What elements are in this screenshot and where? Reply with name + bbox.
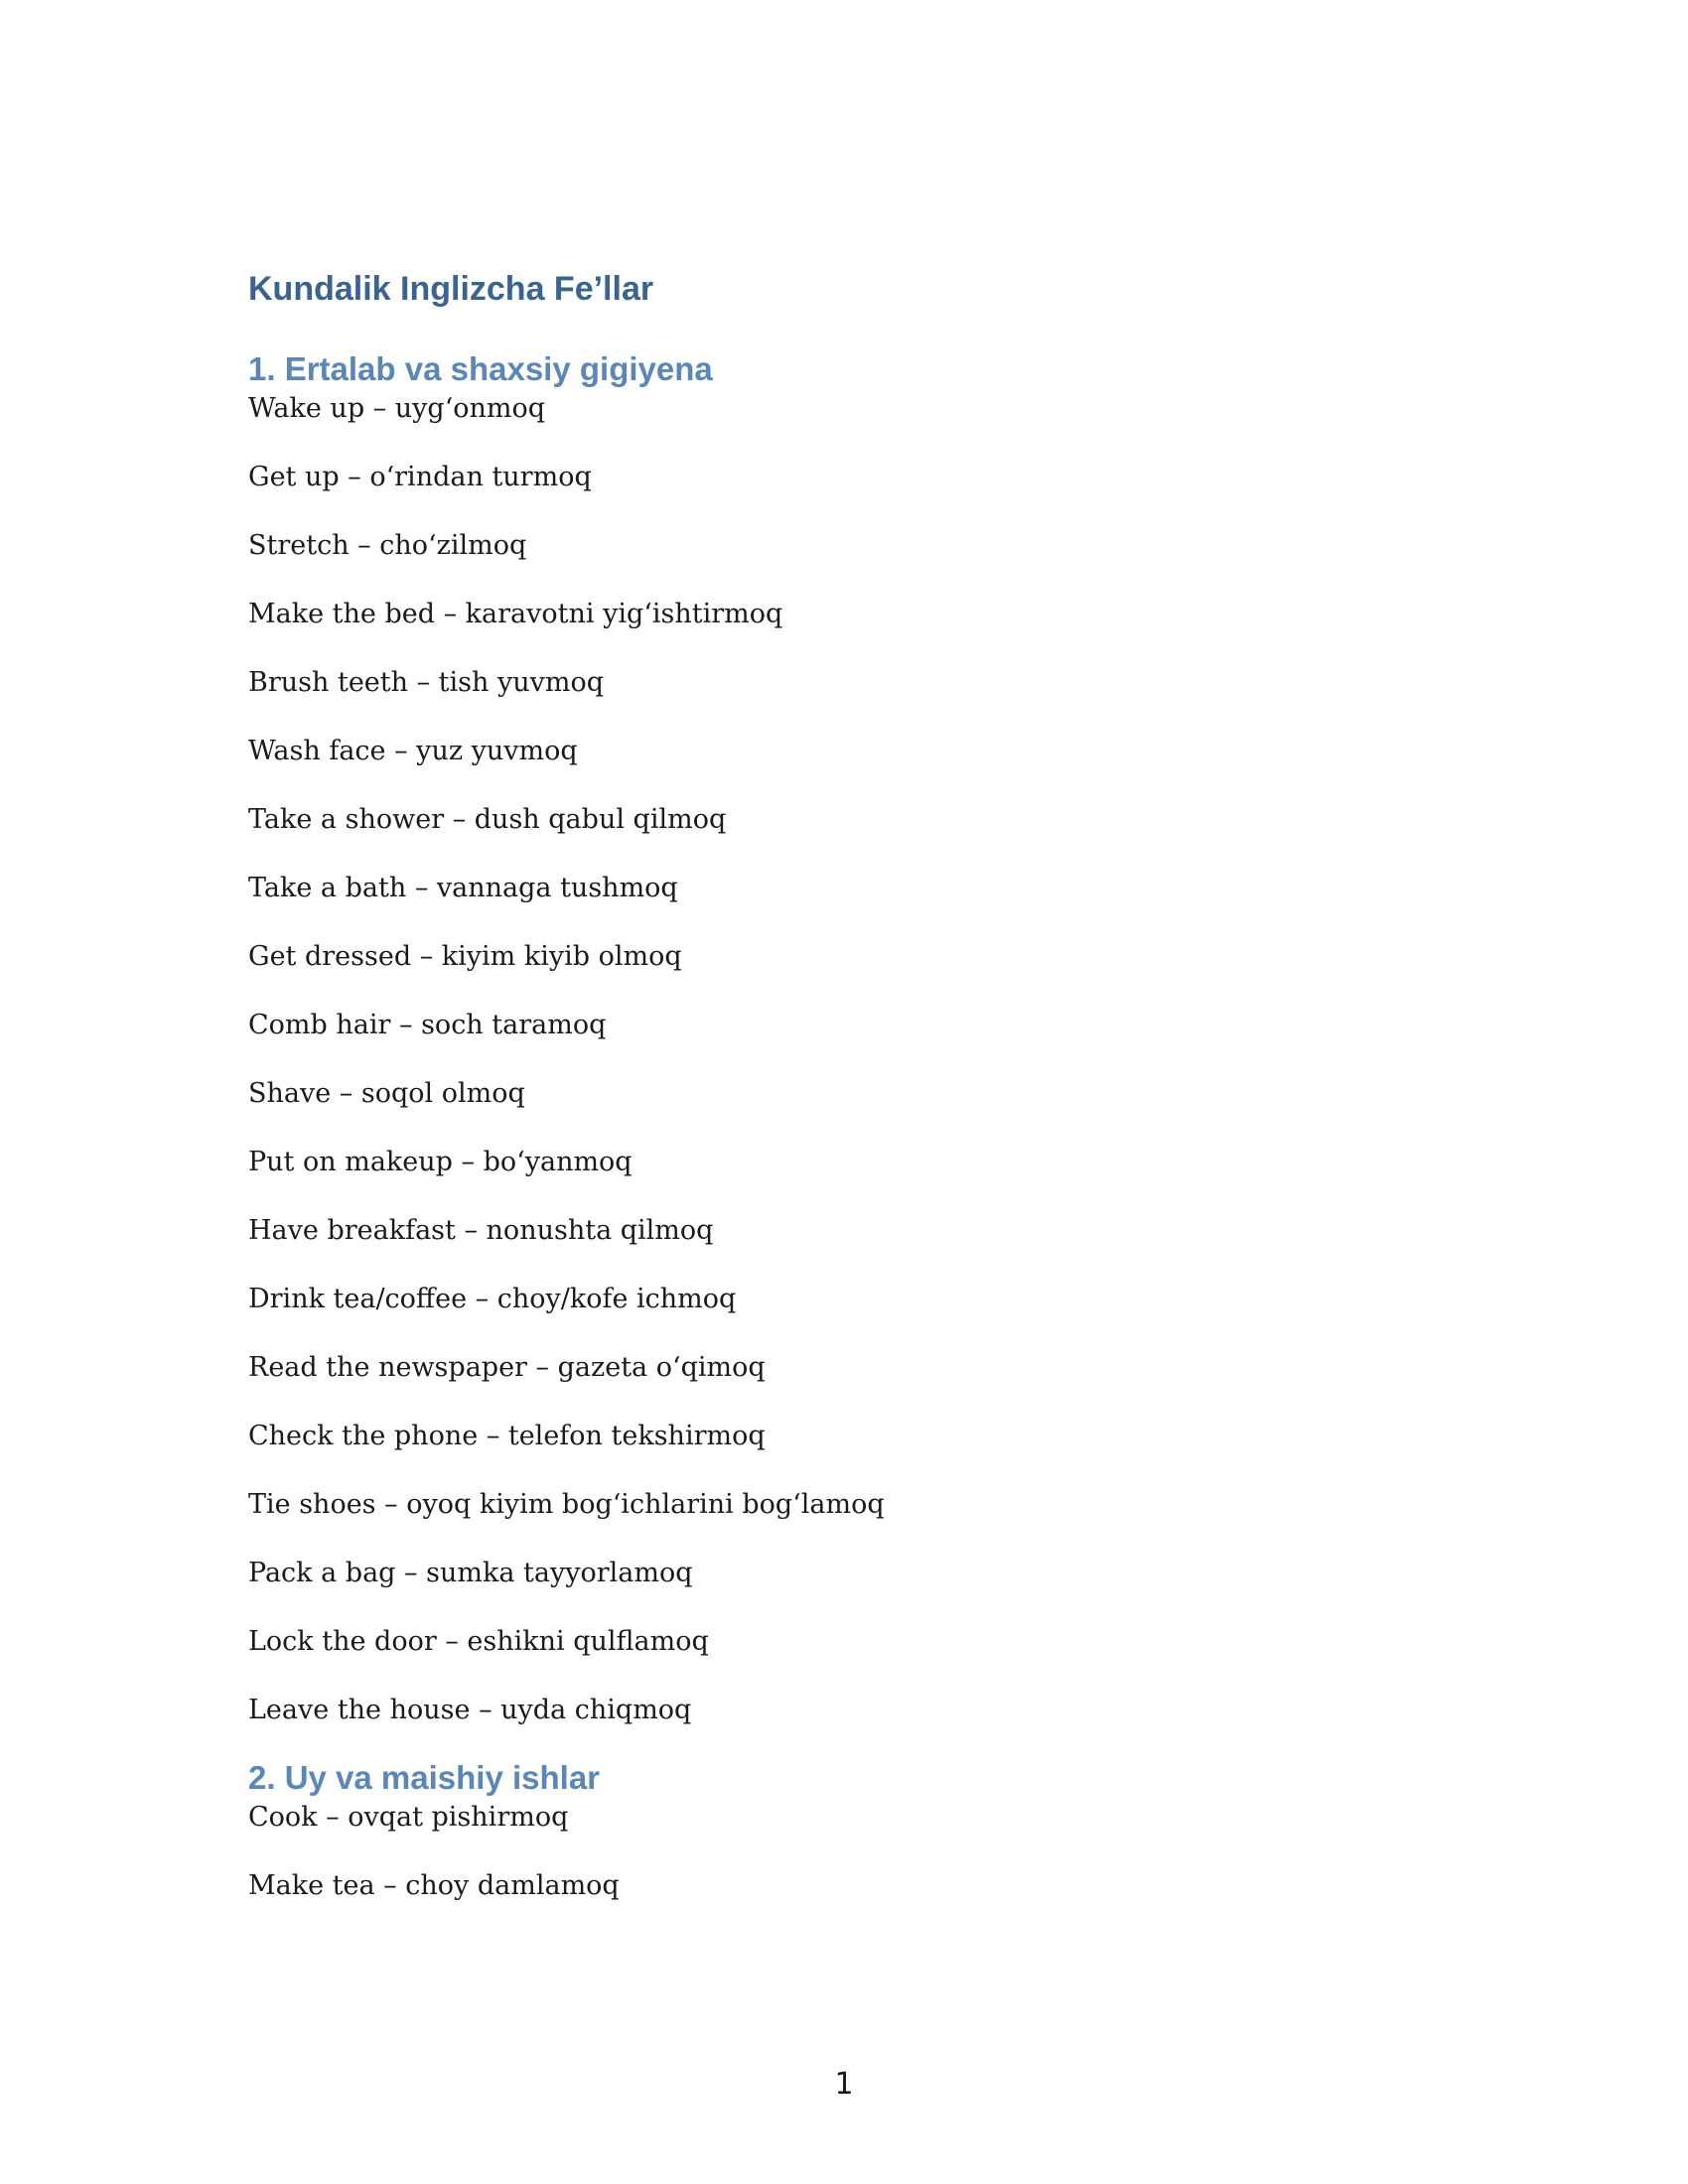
list-item: Tie shoes – oyoq kiyim bog‘ichlarini bog‘lamoq — [248, 1489, 885, 1520]
list-item: Cook – ovqat pishirmoq — [248, 1802, 569, 1833]
list-item: Have breakfast – nonushta qilmoq — [248, 1215, 714, 1246]
list-item: Wake up – uyg‘onmoq — [248, 393, 546, 424]
list-item: Get up – o‘rindan turmoq — [248, 462, 592, 492]
list-item: Brush teeth – tish yuvmoq — [248, 667, 605, 698]
list-item: Get dressed – kiyim kiyib olmoq — [248, 941, 682, 972]
list-item: Drink tea/coffee – choy/kofe ichmoq — [248, 1284, 737, 1314]
list-item: Read the newspaper – gazeta o‘qimoq — [248, 1352, 766, 1383]
section-heading: 1. Ertalab va shaxsiy gigiyena — [248, 350, 713, 387]
list-item: Pack a bag – sumka tayyorlamoq — [248, 1558, 693, 1588]
list-item: Wash face – yuz yuvmoq — [248, 736, 578, 766]
document-title: Kundalik Inglizcha Fe’llar — [248, 270, 654, 308]
list-item: Take a shower – dush qabul qilmoq — [248, 804, 727, 835]
list-item: Lock the door – eshikni qulflamoq — [248, 1626, 709, 1657]
list-item: Make tea – choy damlamoq — [248, 1870, 620, 1901]
section-heading: 2. Uy va maishiy ishlar — [248, 1759, 601, 1796]
list-item: Stretch – cho‘zilmoq — [248, 530, 527, 561]
entry-list — [248, 1800, 1440, 1904]
list-item: Make the bed – karavotni yig‘ishtirmoq — [248, 599, 783, 629]
list-item: Take a bath – vannaga tushmoq — [248, 873, 678, 903]
list-item: Leave the house – uyda chiqmoq — [248, 1695, 692, 1725]
list-item: Shave – soqol olmoq — [248, 1078, 525, 1109]
section-household-chores — [248, 1756, 1440, 1904]
list-item: Comb hair – soch taramoq — [248, 1010, 607, 1040]
entry-list — [248, 391, 1440, 1728]
list-item: Check the phone – telefon tekshirmoq — [248, 1421, 766, 1451]
section-morning-hygiene — [248, 347, 1440, 1728]
page-number: 1 — [834, 2067, 854, 2102]
list-item: Put on makeup – bo‘yanmoq — [248, 1147, 633, 1177]
page-content — [248, 266, 1440, 1904]
